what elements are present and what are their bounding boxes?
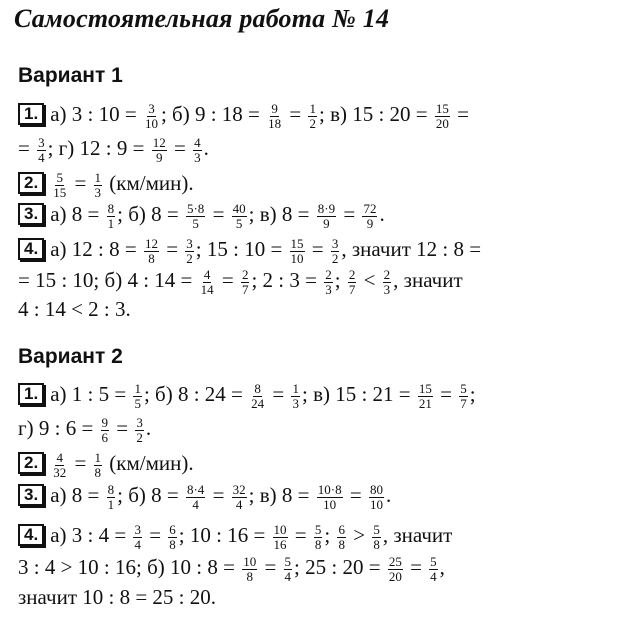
solution-line — [18, 296, 131, 322]
math-text: , значит — [382, 523, 453, 547]
math-text: ; — [324, 523, 336, 547]
math-text: . — [379, 202, 385, 226]
solution-line — [18, 101, 469, 130]
fraction-numerator: 3 — [134, 521, 141, 537]
fraction-denominator: 7 — [460, 395, 467, 411]
fraction-denominator: 3 — [194, 149, 201, 165]
fraction-denominator: 7 — [241, 281, 249, 297]
fraction-numerator: 1 — [292, 380, 299, 396]
math-text: = — [168, 136, 192, 160]
solution-line — [18, 554, 445, 583]
fraction-denominator: 8 — [148, 250, 155, 266]
math-text: = — [306, 237, 329, 261]
fraction — [429, 553, 438, 584]
fraction — [372, 521, 381, 552]
fraction-numerator: 8·9 — [317, 200, 336, 216]
fraction-numerator: 5 — [430, 553, 437, 569]
task-number-box: 2. — [18, 172, 44, 194]
fraction-numerator: 5·8 — [186, 200, 205, 216]
math-text: а) 8 = — [50, 202, 105, 226]
math-text: , значит 12 : 8 = — [341, 237, 482, 261]
fraction-numerator: 2 — [348, 266, 356, 282]
math-text: = — [216, 268, 239, 292]
math-text: ; б) 8 : 24 = — [143, 382, 249, 406]
fraction-denominator: 4 — [284, 568, 292, 584]
fraction — [232, 200, 247, 231]
fraction-denominator: 8 — [338, 536, 345, 552]
fraction-numerator: 3 — [148, 100, 155, 116]
fraction — [168, 521, 177, 552]
fraction-numerator: 8·4 — [186, 481, 205, 497]
math-text: = — [143, 523, 167, 547]
fraction — [314, 521, 323, 552]
math-text: = — [69, 171, 92, 195]
math-text: а) 12 : 8 = — [50, 237, 142, 261]
fraction-numerator: 5 — [284, 553, 292, 569]
fraction-numerator: 5 — [373, 521, 380, 537]
math-text: , — [439, 555, 445, 579]
math-text: а) 3 : 4 = — [50, 523, 132, 547]
fraction-denominator: 8 — [169, 536, 176, 552]
fraction — [186, 481, 205, 512]
fraction — [101, 414, 110, 445]
fraction-numerator: 3 — [136, 414, 143, 430]
fraction-numerator: 3 — [186, 235, 193, 251]
math-text: . — [385, 483, 392, 507]
fraction — [94, 449, 103, 480]
fraction — [435, 100, 450, 131]
fraction-denominator: 1 — [107, 215, 115, 231]
fraction — [133, 380, 142, 411]
fraction-numerator: 8 — [107, 200, 115, 216]
math-text: = — [259, 555, 282, 579]
math-text: > — [347, 523, 371, 547]
fraction — [418, 380, 433, 411]
fraction-numerator: 40 — [232, 200, 246, 216]
solution-line — [18, 267, 463, 296]
math-text: = — [267, 382, 290, 406]
math-text: г) 9 : 6 = — [18, 416, 99, 440]
fraction-numerator: 15 — [435, 100, 449, 116]
fraction — [317, 200, 336, 231]
fraction-numerator: 3 — [331, 235, 339, 251]
fraction-denominator: 10 — [323, 496, 337, 512]
fraction — [267, 100, 282, 131]
fraction-numerator: 3 — [38, 134, 45, 150]
solution-line — [18, 522, 452, 551]
fraction — [250, 380, 265, 411]
fraction-denominator: 9 — [155, 149, 163, 165]
math-text: ; 25 : 20 = — [294, 555, 386, 579]
math-text: ; — [469, 382, 476, 406]
fraction — [107, 481, 116, 512]
fraction — [144, 100, 159, 131]
fraction-denominator: 1 — [107, 496, 115, 512]
fraction-numerator: 8 — [254, 380, 261, 396]
fraction — [133, 521, 142, 552]
math-text: ; 10 : 16 = — [178, 523, 271, 547]
math-text: < — [358, 268, 381, 292]
fraction-numerator: 80 — [369, 481, 383, 497]
fraction — [324, 266, 333, 297]
fraction-denominator: 2 — [186, 250, 193, 266]
math-text: = — [160, 237, 184, 261]
solution-line — [18, 201, 385, 230]
math-text: а) 3 : 10 = — [50, 102, 142, 126]
math-text: ; 15 : 10 = — [195, 237, 288, 261]
fraction-numerator: 2 — [325, 266, 332, 282]
fraction — [317, 481, 343, 512]
math-text: = — [344, 483, 367, 507]
task-number-box: 4. — [18, 238, 44, 260]
fraction-denominator: 4 — [134, 536, 141, 552]
page-title: Самостоятельная работа № 14 — [14, 4, 390, 33]
variant-1-heading: Вариант 1 — [18, 64, 123, 87]
math-text: . — [203, 136, 209, 160]
math-text: ; в) 8 = — [248, 202, 315, 226]
fraction-denominator: 5 — [192, 215, 199, 231]
math-text: = — [284, 102, 307, 126]
fraction-denominator: 20 — [388, 568, 402, 584]
fraction-denominator: 9 — [323, 215, 330, 231]
solution-line — [18, 135, 209, 164]
fraction-denominator: 32 — [53, 464, 67, 480]
math-text: ; г) 12 : 9 = — [47, 136, 150, 160]
fraction — [348, 266, 357, 297]
fraction-denominator: 3 — [383, 281, 391, 297]
fraction — [52, 449, 67, 480]
fraction — [308, 100, 317, 131]
fraction-numerator: 2 — [383, 266, 391, 282]
solution-line — [18, 381, 476, 410]
task-number-box: 4. — [18, 524, 44, 546]
solution-line — [18, 584, 216, 610]
fraction — [52, 169, 67, 200]
math-text: = — [404, 555, 428, 579]
fraction — [337, 521, 346, 552]
fraction-denominator: 2 — [309, 115, 316, 131]
fraction — [193, 134, 202, 165]
fraction — [37, 134, 46, 165]
fraction-denominator: 8 — [94, 464, 102, 480]
fraction — [200, 266, 215, 297]
fraction-numerator: 5 — [56, 169, 63, 185]
fraction-denominator: 8 — [373, 536, 380, 552]
math-text: (км/мин). — [104, 171, 194, 195]
fraction-denominator: 24 — [251, 395, 265, 411]
fraction — [459, 380, 468, 411]
fraction-denominator: 15 — [53, 184, 67, 200]
fraction-numerator: 4 — [56, 449, 63, 465]
fraction-denominator: 5 — [134, 395, 141, 411]
solution-line — [18, 415, 151, 444]
variant-2-heading: Вариант 2 — [18, 345, 123, 368]
math-text: = — [338, 202, 361, 226]
fraction — [94, 169, 103, 200]
fraction — [135, 414, 144, 445]
fraction — [185, 235, 194, 266]
fraction-denominator: 16 — [273, 536, 287, 552]
task-number-box: 1. — [18, 103, 44, 125]
fraction-numerator: 1 — [134, 380, 141, 396]
fraction-numerator: 12 — [144, 235, 158, 251]
fraction-denominator: 10 — [144, 115, 158, 131]
math-text: = — [451, 102, 469, 126]
math-text: ; 2 : 3 = — [251, 268, 323, 292]
math-text: , значит — [393, 268, 463, 292]
fraction-denominator: 6 — [101, 429, 109, 445]
math-text: ; в) 15 : 21 = — [301, 382, 416, 406]
fraction-denominator: 3 — [94, 184, 102, 200]
fraction-denominator: 10 — [290, 250, 304, 266]
fraction — [186, 200, 205, 231]
fraction — [331, 235, 340, 266]
math-text: ; в) 8 = — [248, 483, 315, 507]
fraction-denominator: 14 — [200, 281, 214, 297]
fraction-denominator: 5 — [235, 215, 243, 231]
math-text: = — [18, 136, 36, 160]
solution-line — [18, 482, 391, 511]
fraction-denominator: 4 — [192, 496, 199, 512]
solution-line — [18, 450, 194, 479]
fraction-numerator: 32 — [232, 481, 246, 497]
math-text: = 15 : 10; б) 4 : 14 = — [18, 268, 198, 292]
fraction-denominator: 3 — [325, 281, 332, 297]
fraction-numerator: 10 — [273, 521, 287, 537]
fraction-numerator: 10·8 — [317, 481, 342, 497]
math-text: = — [289, 523, 312, 547]
math-text: ; — [334, 268, 346, 292]
math-text: а) 1 : 5 = — [50, 382, 132, 406]
fraction-denominator: 20 — [435, 115, 449, 131]
fraction — [362, 200, 377, 231]
fraction — [284, 553, 293, 584]
fraction-numerator: 72 — [363, 200, 377, 216]
math-text: ; б) 8 = — [117, 202, 184, 226]
fraction — [241, 266, 250, 297]
fraction-numerator: 15 — [290, 235, 304, 251]
fraction — [290, 235, 305, 266]
math-text: = — [207, 202, 230, 226]
solution-line — [18, 170, 194, 199]
task-number-box: 1. — [18, 383, 44, 405]
fraction-numerator: 4 — [203, 266, 211, 282]
fraction-denominator: 8 — [246, 568, 253, 584]
fraction-numerator: 4 — [194, 134, 201, 150]
fraction-denominator: 2 — [331, 250, 339, 266]
fraction-numerator: 9 — [271, 100, 278, 116]
math-text: 3 : 4 > 10 : 16; б) 10 : 8 = — [18, 555, 241, 579]
fraction-numerator: 5 — [460, 380, 467, 396]
fraction-denominator: 4 — [430, 568, 437, 584]
fraction — [388, 553, 403, 584]
task-number-box: 2. — [18, 452, 44, 474]
math-text: ; в) 15 : 20 = — [318, 102, 433, 126]
math-text: ; б) 8 = — [117, 483, 184, 507]
fraction-denominator: 21 — [418, 395, 432, 411]
fraction — [383, 266, 392, 297]
math-text: = — [111, 416, 134, 440]
fraction-denominator: 8 — [314, 536, 322, 552]
math-text: (км/мин). — [104, 451, 194, 475]
fraction — [232, 481, 247, 512]
fraction-numerator: 12 — [152, 134, 166, 150]
math-text: = — [69, 451, 92, 475]
fraction — [144, 235, 159, 266]
fraction-numerator: 1 — [94, 449, 102, 465]
math-text: = — [434, 382, 458, 406]
fraction — [152, 134, 167, 165]
fraction-numerator: 5 — [314, 521, 322, 537]
fraction-numerator: 25 — [388, 553, 402, 569]
fraction-numerator: 9 — [101, 414, 109, 430]
fraction-numerator: 2 — [241, 266, 249, 282]
math-text: значит 10 : 8 = 25 : 20. — [18, 585, 217, 609]
math-text: 4 : 14 < 2 : 3. — [18, 297, 131, 321]
fraction-denominator: 7 — [348, 281, 356, 297]
task-number-box: 3. — [18, 203, 44, 225]
task-number-box: 3. — [18, 484, 44, 506]
fraction — [107, 200, 116, 231]
math-text: ; б) 9 : 18 = — [160, 102, 266, 126]
fraction — [242, 553, 257, 584]
fraction-numerator: 10 — [243, 553, 257, 569]
fraction-denominator: 9 — [366, 215, 374, 231]
fraction — [273, 521, 288, 552]
math-text: = — [207, 483, 230, 507]
fraction-numerator: 1 — [309, 100, 316, 116]
fraction — [369, 481, 384, 512]
fraction-denominator: 10 — [369, 496, 383, 512]
fraction — [291, 380, 300, 411]
fraction-denominator: 3 — [292, 395, 299, 411]
fraction-denominator: 2 — [136, 429, 143, 445]
fraction-denominator: 4 — [235, 496, 243, 512]
math-text: . — [145, 416, 152, 440]
fraction-denominator: 18 — [268, 115, 282, 131]
fraction-numerator: 15 — [418, 380, 432, 396]
solution-line — [18, 236, 481, 265]
fraction-denominator: 4 — [38, 149, 45, 165]
fraction-numerator: 1 — [94, 169, 102, 185]
fraction-numerator: 6 — [169, 521, 176, 537]
fraction-numerator: 6 — [338, 521, 345, 537]
math-text: а) 8 = — [50, 483, 105, 507]
fraction-numerator: 8 — [107, 481, 115, 497]
